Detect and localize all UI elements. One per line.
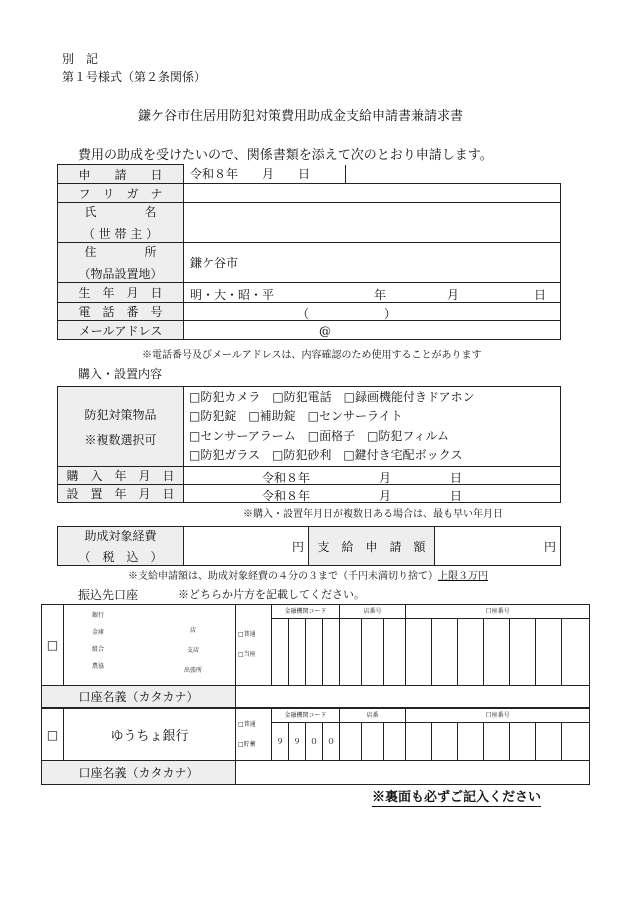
- back-side-note: ※裏面も必ずご記入ください: [372, 790, 542, 805]
- email-field[interactable]: [184, 321, 561, 340]
- branch-no-digit[interactable]: [362, 619, 384, 686]
- claim-note-text: ※支給申請額は、助成対象経費の４分の３まで（千円未満切り捨て）: [128, 571, 438, 582]
- acct-type-futsu[interactable]: □普通: [238, 631, 256, 638]
- claim-limit: 上限３万円: [438, 571, 488, 582]
- claim-field[interactable]: [435, 527, 561, 566]
- date-note: ※購入・設置年月日が複数日ある場合は、最も早い年月日: [243, 509, 503, 520]
- inst-type-bank: 銀行: [92, 612, 105, 619]
- bank-1-name-field[interactable]: [64, 605, 236, 686]
- annex-label: 別 記: [62, 52, 99, 66]
- birth-month-unit: 月: [447, 288, 460, 302]
- amount-table: [57, 526, 561, 566]
- acct-type-futsu-2[interactable]: □普通: [238, 720, 256, 728]
- branch-type-ten: 店: [190, 627, 197, 634]
- claim-note: [128, 572, 488, 582]
- acct-type-2[interactable]: [236, 709, 272, 761]
- cost-yen: 円: [291, 539, 304, 554]
- phone-close-paren: ）: [384, 307, 397, 321]
- yucho-acct-digit[interactable]: [458, 723, 484, 761]
- yucho-code-digit: ０: [306, 723, 323, 761]
- items-row-2[interactable]: □防犯錠 □補助錠 □センサーライト: [189, 409, 403, 423]
- inst-type-kumiai: 組合: [92, 646, 105, 653]
- intro-text: 費用の助成を受けたいので、関係書類を添えて次のとおり申請します。: [78, 148, 493, 163]
- inst-type-kinko: 金庫: [92, 629, 105, 636]
- birth-day-unit: 日: [534, 288, 547, 302]
- yucho-acct-label: 口座番号: [406, 709, 590, 723]
- set-date-label: 設 置 年 月 日: [58, 485, 184, 503]
- set-date-field[interactable]: [184, 485, 561, 503]
- branch-no-digit[interactable]: [340, 619, 362, 686]
- yucho-code-label: 金融機関コード: [272, 709, 340, 723]
- phone-open-paren: （: [297, 307, 310, 321]
- holder-field-1[interactable]: [236, 686, 590, 708]
- applicant-table: [57, 164, 561, 340]
- yucho-acct-digit[interactable]: [406, 723, 432, 761]
- yucho-name: ゆうちょ銀行: [64, 709, 236, 761]
- buy-date-month: 月: [379, 471, 392, 485]
- bank-table-1: [41, 604, 590, 708]
- claim-yen: 円: [543, 539, 556, 554]
- items-label: 防犯対策物品: [84, 407, 157, 422]
- furigana-label: フ リ ガ ナ: [58, 184, 184, 203]
- bank-section-title: 振込先口座: [78, 588, 139, 602]
- cost-field[interactable]: [184, 527, 309, 566]
- bank-1-checkbox[interactable]: □: [42, 605, 64, 686]
- name-label: 氏 名: [84, 205, 157, 219]
- apply-date-label: 申 請 日: [58, 165, 184, 184]
- bank-code-label: 金融機関コード: [272, 605, 340, 619]
- acct-type-chochiku[interactable]: □貯蓄: [238, 740, 256, 748]
- acct-no-digit[interactable]: [432, 619, 458, 686]
- items-label-cell: [58, 387, 184, 467]
- acct-no-digit[interactable]: [562, 619, 590, 686]
- yucho-branch-label: 店番: [340, 709, 406, 723]
- items-row-3[interactable]: □センサーアラーム □面格子 □防犯フィルム: [189, 428, 449, 443]
- address-value: 鎌ケ谷市: [190, 256, 239, 270]
- form-number: 第１号様式（第２条関係）: [62, 70, 207, 84]
- holder-label-1: 口座名義（カタカナ）: [42, 686, 236, 708]
- bank-table-2: [41, 708, 590, 785]
- birth-year-unit: 年: [374, 288, 387, 302]
- buy-date-day: 日: [450, 471, 463, 485]
- acct-no-digit[interactable]: [510, 619, 536, 686]
- name-label-cell: [58, 203, 184, 243]
- branch-no-label: 店番号: [340, 605, 406, 619]
- yucho-branch-digit[interactable]: [384, 723, 406, 761]
- buy-date-label: 購 入 年 月 日: [58, 467, 184, 485]
- birth-field[interactable]: [184, 283, 561, 303]
- purchase-section-title: 購入・設置内容: [78, 367, 163, 381]
- items-options[interactable]: [184, 387, 561, 467]
- bank-code-digit[interactable]: [272, 619, 289, 686]
- page-title: 鎌ケ谷市住居用防犯対策費用助成金支給申請書兼請求書: [138, 109, 464, 124]
- inst-type-nokyo: 農協: [92, 663, 105, 670]
- yucho-branch-digit[interactable]: [362, 723, 384, 761]
- acct-no-digit[interactable]: [484, 619, 510, 686]
- furigana-field[interactable]: [184, 184, 561, 203]
- branch-no-digit[interactable]: [384, 619, 406, 686]
- branch-type-shiten: 支店: [187, 647, 200, 654]
- acct-no-digit[interactable]: [406, 619, 432, 686]
- yucho-acct-digit[interactable]: [510, 723, 536, 761]
- yucho-acct-digit[interactable]: [484, 723, 510, 761]
- yucho-code-digit: ０: [323, 723, 340, 761]
- address-field[interactable]: [184, 243, 561, 283]
- set-date-day: 日: [450, 489, 463, 503]
- items-row-4[interactable]: □防犯ガラス □防犯砂利 □鍵付き宅配ボックス: [189, 448, 463, 462]
- email-at-sign: @: [319, 324, 331, 338]
- items-row-1[interactable]: □防犯カメラ □防犯電話 □録画機能付きドアホン: [189, 389, 475, 404]
- contact-note: ※電話番号及びメールアドレスは、内容確認のため使用することがあります: [142, 350, 482, 361]
- acct-type-toza[interactable]: □当座: [238, 651, 256, 658]
- yucho-branch-digit[interactable]: [340, 723, 362, 761]
- email-label: メールアドレス: [58, 321, 184, 340]
- inst-type-list: [92, 607, 104, 675]
- yucho-acct-digit[interactable]: [536, 723, 562, 761]
- yucho-acct-digit[interactable]: [432, 723, 458, 761]
- acct-no-digit[interactable]: [458, 619, 484, 686]
- bank-code-digit[interactable]: [323, 619, 340, 686]
- name-sublabel: （ 世 帯 主 ）: [82, 227, 159, 241]
- phone-field[interactable]: [184, 303, 561, 321]
- birth-label: 生 年 月 日: [58, 283, 184, 303]
- items-sublabel: ※複数選択可: [84, 432, 157, 447]
- name-field[interactable]: [184, 203, 561, 243]
- phone-label: 電 話 番 号: [58, 303, 184, 321]
- bank-2-checkbox[interactable]: □: [42, 709, 64, 761]
- buy-date-field[interactable]: [184, 467, 561, 485]
- cost-label: 助成対象経費: [84, 529, 157, 543]
- yucho-code-digit: ９: [272, 723, 289, 761]
- set-date-era: 令和８年: [262, 489, 311, 503]
- buy-date-era: 令和８年: [262, 471, 311, 485]
- cost-sublabel: （ 税 込 ）: [78, 550, 163, 564]
- yucho-code-digit: ９: [289, 723, 306, 761]
- birth-era: 明・大・昭・平: [190, 288, 275, 302]
- acct-type-1[interactable]: [236, 605, 272, 686]
- acct-no-label: 口座番号: [406, 605, 590, 619]
- branch-type-list: [184, 621, 202, 681]
- holder-label-2: 口座名義（カタカナ）: [42, 761, 236, 785]
- bank-code-digit[interactable]: [306, 619, 323, 686]
- bank-code-digit[interactable]: [289, 619, 306, 686]
- claim-label: 支 給 申 請 額: [309, 527, 435, 566]
- holder-field-2[interactable]: [236, 761, 590, 785]
- acct-no-digit[interactable]: [536, 619, 562, 686]
- set-date-month: 月: [379, 489, 392, 503]
- address-sublabel: （物品設置地）: [78, 267, 163, 281]
- branch-type-shutchojo: 出張所: [184, 667, 203, 674]
- address-label-cell: [58, 243, 184, 283]
- address-label: 住 所: [84, 245, 157, 259]
- yucho-acct-digit[interactable]: [562, 723, 590, 761]
- purchase-table: [57, 386, 561, 503]
- cost-label-cell: [58, 527, 184, 566]
- bank-hint: ※どちらか片方を記載してください。: [178, 588, 365, 601]
- apply-date-field[interactable]: 令和８年 月 日: [184, 165, 346, 183]
